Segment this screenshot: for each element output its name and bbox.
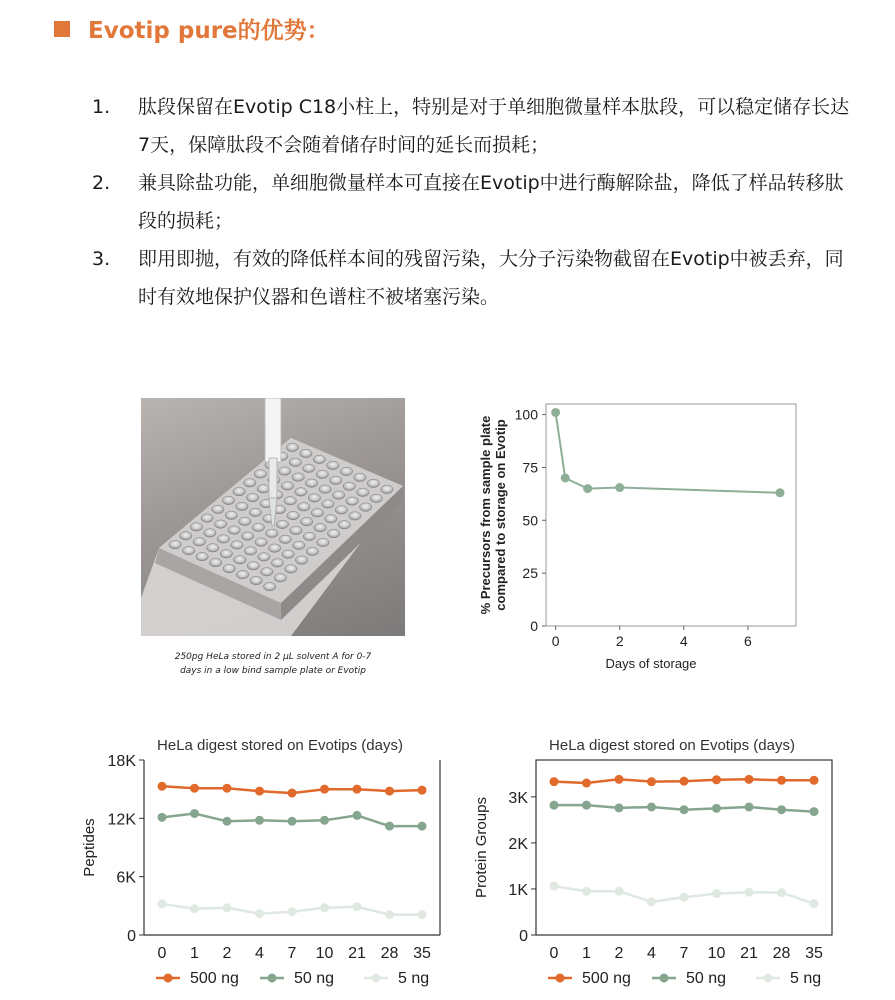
chart-title: HeLa digest stored on Evotips (days) — [157, 737, 403, 754]
plate-well — [254, 470, 266, 478]
data-point — [385, 822, 394, 831]
plate-well — [367, 479, 379, 487]
y-axis-label: Protein Groups — [473, 797, 490, 898]
data-point — [615, 775, 624, 784]
plate-well — [346, 497, 358, 505]
plate-well — [317, 538, 329, 546]
x-axis-label: Days of storage — [605, 656, 697, 671]
data-point — [385, 787, 394, 796]
y-tick-label: 0 — [127, 928, 136, 945]
plate-well — [193, 538, 205, 546]
data-point — [810, 899, 819, 908]
data-point — [190, 904, 199, 913]
plate-well — [285, 565, 297, 573]
plate-well — [271, 559, 283, 567]
x-tick-label: 4 — [679, 633, 688, 649]
legend-marker — [556, 974, 565, 983]
plate-well — [298, 503, 310, 511]
plate-well — [217, 535, 229, 543]
legend-marker — [268, 974, 277, 983]
plate-well — [332, 491, 344, 499]
plot-frame — [546, 404, 796, 626]
plate-well — [354, 473, 366, 481]
plate-well — [370, 494, 382, 502]
plate-well — [258, 553, 270, 561]
plate-well — [236, 570, 248, 578]
plate-well — [303, 464, 315, 472]
plate-well — [244, 547, 256, 555]
plate-well — [290, 526, 302, 534]
data-point — [777, 888, 786, 897]
data-point — [582, 801, 591, 810]
heading-text: Evotip pure的优势： — [88, 18, 330, 44]
data-point — [712, 889, 721, 898]
x-tick-label: 7 — [679, 945, 689, 962]
y-tick-label: 75 — [522, 459, 538, 476]
data-point — [680, 777, 689, 786]
x-tick-label: 2 — [615, 633, 624, 649]
data-point — [680, 893, 689, 902]
plate-well — [284, 497, 296, 505]
x-tick-label: 21 — [348, 945, 366, 962]
data-point — [158, 782, 167, 791]
plate-well — [276, 520, 288, 528]
x-tick-label: 35 — [413, 945, 431, 962]
plate-well — [305, 479, 317, 487]
y-tick-label: 18K — [107, 753, 136, 770]
plate-well — [250, 576, 262, 584]
plate-well — [311, 509, 323, 517]
data-point — [745, 802, 754, 811]
plate-well — [314, 523, 326, 531]
y-tick-label: 0 — [519, 928, 528, 945]
data-point — [190, 784, 199, 793]
x-tick-label: 0 — [549, 945, 559, 962]
plate-well — [222, 496, 234, 504]
plate-well — [359, 503, 371, 511]
sample-plate-illustration — [141, 398, 405, 636]
data-point — [158, 899, 167, 908]
plate-well — [340, 467, 352, 475]
y-axis-label-line: % Precursors from sample plate — [478, 415, 493, 615]
y-tick-label: 25 — [522, 565, 538, 582]
x-tick-label: 28 — [772, 945, 791, 962]
plate-well — [180, 532, 192, 540]
data-point — [158, 813, 167, 822]
list-number: 3. — [92, 248, 111, 270]
plate-well — [241, 532, 253, 540]
x-tick-label: 10 — [707, 945, 726, 962]
plate-well — [327, 461, 339, 469]
y-tick-label: 3K — [508, 789, 528, 807]
caption-line: 250pg HeLa stored in 2 µL solvent A for 0-7 — [174, 652, 372, 662]
data-point — [583, 484, 592, 493]
x-tick-label: 2 — [614, 945, 624, 962]
data-point — [223, 817, 232, 826]
data-point — [647, 802, 656, 811]
plate-well — [190, 523, 202, 531]
y-tick-label: 100 — [514, 406, 538, 423]
x-tick-label: 10 — [315, 945, 334, 962]
plate-well — [266, 529, 278, 537]
data-point — [418, 786, 427, 795]
plate-well — [343, 482, 355, 490]
plate-well — [220, 550, 232, 558]
x-tick-label: 0 — [157, 945, 167, 962]
plate-well — [295, 556, 307, 564]
data-point — [615, 803, 624, 812]
plate-well — [286, 443, 298, 451]
plate-well — [236, 502, 248, 510]
plate-well — [228, 526, 240, 534]
y-tick-label: 1K — [508, 881, 528, 899]
plate-well — [169, 540, 181, 548]
plate-well — [327, 529, 339, 537]
data-point — [385, 910, 394, 919]
y-axis-label — [478, 416, 508, 615]
data-point — [745, 775, 754, 784]
plate-well — [233, 487, 245, 495]
x-tick-label: 28 — [380, 945, 399, 962]
legend-marker — [764, 974, 773, 983]
legend-marker — [372, 974, 381, 983]
list-number: 2. — [92, 172, 111, 194]
data-point — [810, 807, 819, 816]
list-number: 1. — [92, 96, 111, 118]
plate-well — [338, 521, 350, 529]
data-point — [745, 888, 754, 897]
plate-well — [196, 552, 208, 560]
data-point — [582, 779, 591, 788]
data-point — [777, 776, 786, 785]
plate-well — [231, 541, 243, 549]
data-point — [615, 887, 624, 896]
list-item — [92, 240, 852, 316]
plate-well — [246, 493, 258, 501]
plate-well — [300, 449, 312, 457]
plate-well — [247, 562, 259, 570]
y-tick-label: 2K — [508, 835, 528, 853]
plate-well — [257, 485, 269, 493]
plate-well — [349, 512, 361, 520]
legend-label: 5 ng — [790, 970, 822, 987]
x-tick-label: 4 — [255, 945, 264, 962]
data-point — [647, 897, 656, 906]
plate-well — [278, 467, 290, 475]
plate-well — [207, 544, 219, 552]
plate-well — [325, 515, 337, 523]
data-point — [550, 882, 559, 891]
list-text: 兼具除盐功能，单细胞微量样本可直接在Evotip中进行酶解除盐，降低了样品转移肽段的损耗； — [138, 172, 844, 232]
data-point — [647, 777, 656, 786]
plate-well — [287, 511, 299, 519]
data-point — [712, 804, 721, 813]
y-tick-label: 12K — [107, 811, 136, 829]
x-tick-label: 1 — [190, 945, 199, 962]
x-tick-label: 2 — [222, 945, 232, 962]
data-point — [353, 902, 362, 911]
list-text: 即用即抛，有效的降低样本间的残留污染，大分子污染物截留在Evotip中被丢弃，同时有效地保护仪器和色谱柱不被堵塞污染。 — [138, 248, 844, 308]
plate-well — [255, 538, 267, 546]
plate-well — [316, 470, 328, 478]
plate-well — [289, 458, 301, 466]
x-tick-label: 4 — [647, 945, 656, 962]
legend-label: 5 ng — [398, 970, 430, 987]
plate-well — [292, 473, 304, 481]
chart-title: HeLa digest stored on Evotips (days) — [549, 737, 795, 754]
plate-well — [335, 506, 347, 514]
plate-well — [204, 529, 216, 537]
x-tick-label: 21 — [740, 945, 758, 962]
bullet-square-icon — [54, 21, 70, 37]
legend-label: 50 ng — [686, 970, 727, 987]
plate-well — [303, 532, 315, 540]
y-tick-label: 0 — [530, 618, 538, 634]
plate-well — [212, 505, 224, 513]
data-point — [775, 488, 784, 497]
data-point — [353, 785, 362, 794]
plate-well — [306, 547, 318, 555]
data-point — [320, 785, 329, 794]
data-point — [320, 903, 329, 912]
plate-well — [281, 482, 293, 490]
data-point — [223, 784, 232, 793]
x-tick-label: 1 — [582, 945, 591, 962]
x-tick-label: 6 — [744, 633, 752, 649]
plate-well — [282, 550, 294, 558]
data-point — [550, 801, 559, 810]
plate-well — [234, 556, 246, 564]
section-heading — [54, 12, 330, 45]
y-axis-label-line: compared to storage on Evotip — [493, 419, 508, 611]
plate-well — [223, 564, 235, 572]
plate-well — [357, 488, 369, 496]
list-item — [92, 88, 852, 164]
legend-label: 50 ng — [294, 970, 335, 987]
plate-well — [313, 455, 325, 463]
data-point — [551, 408, 560, 417]
plate-well — [249, 508, 261, 516]
sample-plate-photo — [141, 398, 405, 636]
data-point — [418, 910, 427, 919]
plate-well — [263, 582, 275, 590]
plate-well — [244, 479, 256, 487]
data-point — [582, 887, 591, 896]
plate-well — [261, 568, 273, 576]
advantages-list — [92, 88, 852, 316]
list-item — [92, 164, 852, 240]
data-point — [418, 822, 427, 831]
y-tick-label: 6K — [116, 869, 136, 887]
x-tick-label: 35 — [805, 945, 823, 962]
caption-line: days in a low bind sample plate or Evotip — [180, 666, 366, 676]
plate-well — [239, 517, 251, 525]
plate-well — [209, 558, 221, 566]
data-point — [680, 805, 689, 814]
plate-well — [279, 535, 291, 543]
series-line — [556, 413, 780, 493]
data-point — [255, 909, 264, 918]
plate-well — [201, 514, 213, 522]
plate-well — [308, 494, 320, 502]
plate-well — [295, 488, 307, 496]
legend-label: 500 ng — [582, 970, 631, 987]
plate-well — [214, 520, 226, 528]
list-text: 肽段保留在Evotip C18小柱上，特别是对于单细胞微量样本肽段，可以稳定储存长达7天，保障肽段不会随着储存时间的延长而损耗； — [138, 96, 850, 156]
plate-well — [274, 574, 286, 582]
data-point — [255, 816, 264, 825]
plate-well — [225, 511, 237, 519]
plate-well — [322, 500, 334, 508]
data-point — [615, 483, 624, 492]
data-point — [190, 809, 199, 818]
data-point — [320, 816, 329, 825]
plate-well — [330, 476, 342, 484]
data-point — [353, 811, 362, 820]
plate-well — [381, 485, 393, 493]
data-point — [777, 805, 786, 814]
y-axis-label: Peptides — [81, 818, 98, 877]
data-point — [288, 907, 297, 916]
data-point — [810, 776, 819, 785]
data-point — [288, 817, 297, 826]
plate-well — [268, 544, 280, 552]
data-point — [255, 787, 264, 796]
plate-well — [252, 523, 264, 531]
protein-groups-chart — [466, 730, 846, 995]
x-tick-label: 0 — [551, 633, 560, 649]
data-point — [712, 775, 721, 784]
legend-label: 500 ng — [190, 970, 239, 987]
data-point — [550, 777, 559, 786]
plate-well — [182, 546, 194, 554]
peptides-chart — [74, 730, 454, 995]
plot-frame — [536, 760, 832, 935]
plate-well — [319, 485, 331, 493]
data-point — [223, 903, 232, 912]
legend-marker — [660, 974, 669, 983]
plate-well — [293, 541, 305, 549]
photo-caption — [141, 650, 405, 678]
y-tick-label: 50 — [522, 512, 538, 529]
x-tick-label: 7 — [287, 945, 297, 962]
plate-well — [300, 517, 312, 525]
data-point — [561, 474, 570, 483]
data-point — [288, 789, 297, 798]
legend-marker — [164, 974, 173, 983]
storage-chart — [466, 395, 806, 675]
